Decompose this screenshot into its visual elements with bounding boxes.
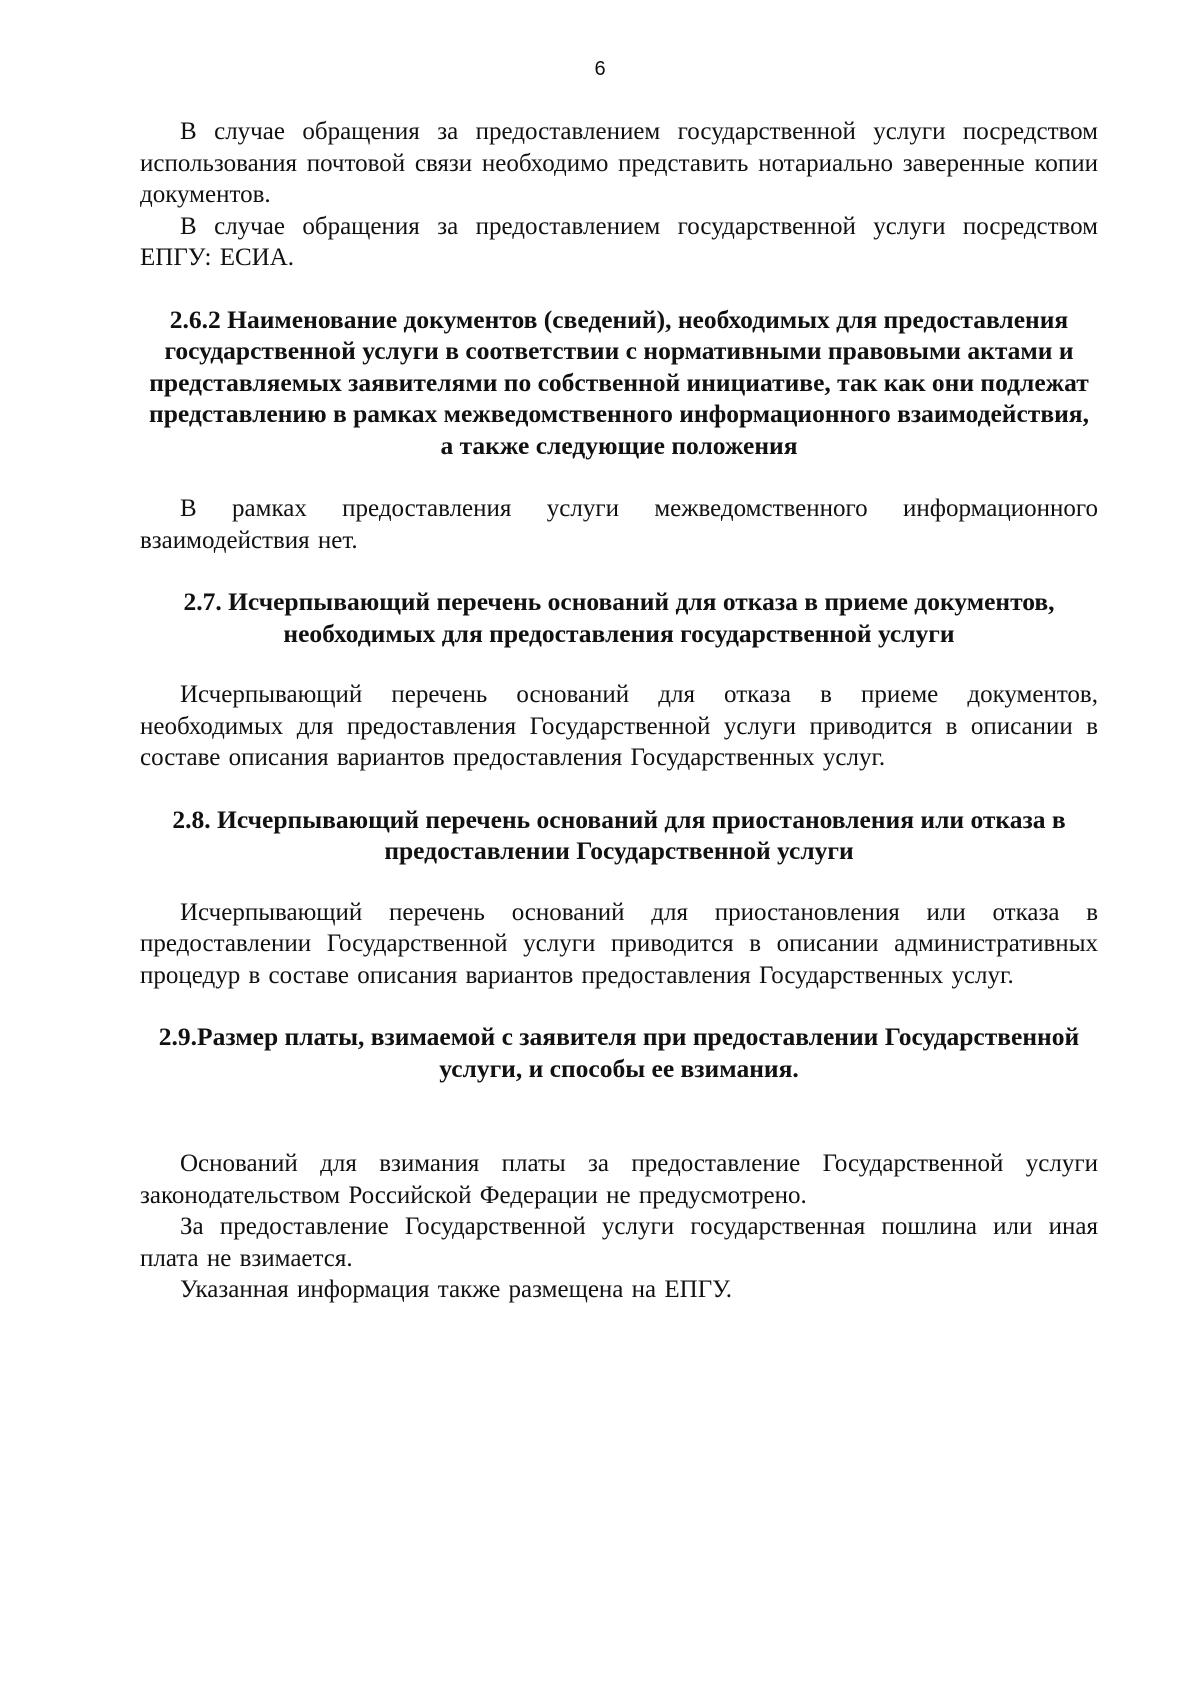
paragraph-suspension: Исчерпывающий перечень оснований для приостановления или отказа в предоставлении Государственной услуги приводится в описании административных процедур в составе описания вариантов предоставления Государственных услуг. — [140, 898, 1098, 989]
paragraph-refusal-docs: Исчерпывающий перечень оснований для отказа в приеме документов, необходимых для предоставления Государственной услуги приводится в описании в составе описания вариантов предоставления Государственных услуг. — [140, 681, 1098, 771]
heading-2-8: 2.8. Исчерпывающий перечень оснований для приостановления или отказа в предоставлении Государственной услуги — [172, 804, 1066, 865]
heading-2-7: 2.7. Исчерпывающий перечень оснований для отказа в приеме документов, необходимых для предоставления государственной услуги — [183, 587, 1055, 648]
paragraph-postal: В случае обращения за предоставлением государственной услуги посредством использования почтовой связи необходимо представить нотариально заверенные копии документов. — [140, 118, 1098, 208]
paragraph-fee-grounds: Оснований для взимания платы за предоставление Государственной услуги законодательством Российской Федерации не предусмотрено. — [140, 1150, 1098, 1209]
heading-2-9: 2.9.Размер платы, взимаемой с заявителя при предоставлении Государственной услуги, и способы ее взимания. — [158, 1022, 1080, 1083]
document-body — [140, 116, 1098, 1306]
paragraph-no-fee: За предоставление Государственной услуги государственная пошлина или иная плата не взимается. — [140, 1213, 1098, 1272]
paragraph-epgu-info: Указанная информация также размещена на ЕПГУ. — [180, 1276, 733, 1303]
paragraph-epgu: В случае обращения за предоставлением государственной услуги посредством ЕПГУ: ЕСИА. — [140, 212, 1098, 271]
heading-2-6-2: 2.6.2 Наименование документов (сведений), необходимых для предоставления государственной услуги в соответствии с нормативными правовыми актами и представляемых заявителями по собственной инициативе, так как они подлежат представлению в рамках межведомственного информационного взаимодействия, а также следующие положения — [149, 304, 1089, 460]
paragraph-interagency: В рамках предоставления услуги межведомственного информационного взаимодействия нет. — [140, 495, 1098, 554]
page-number: 6 — [594, 58, 606, 80]
